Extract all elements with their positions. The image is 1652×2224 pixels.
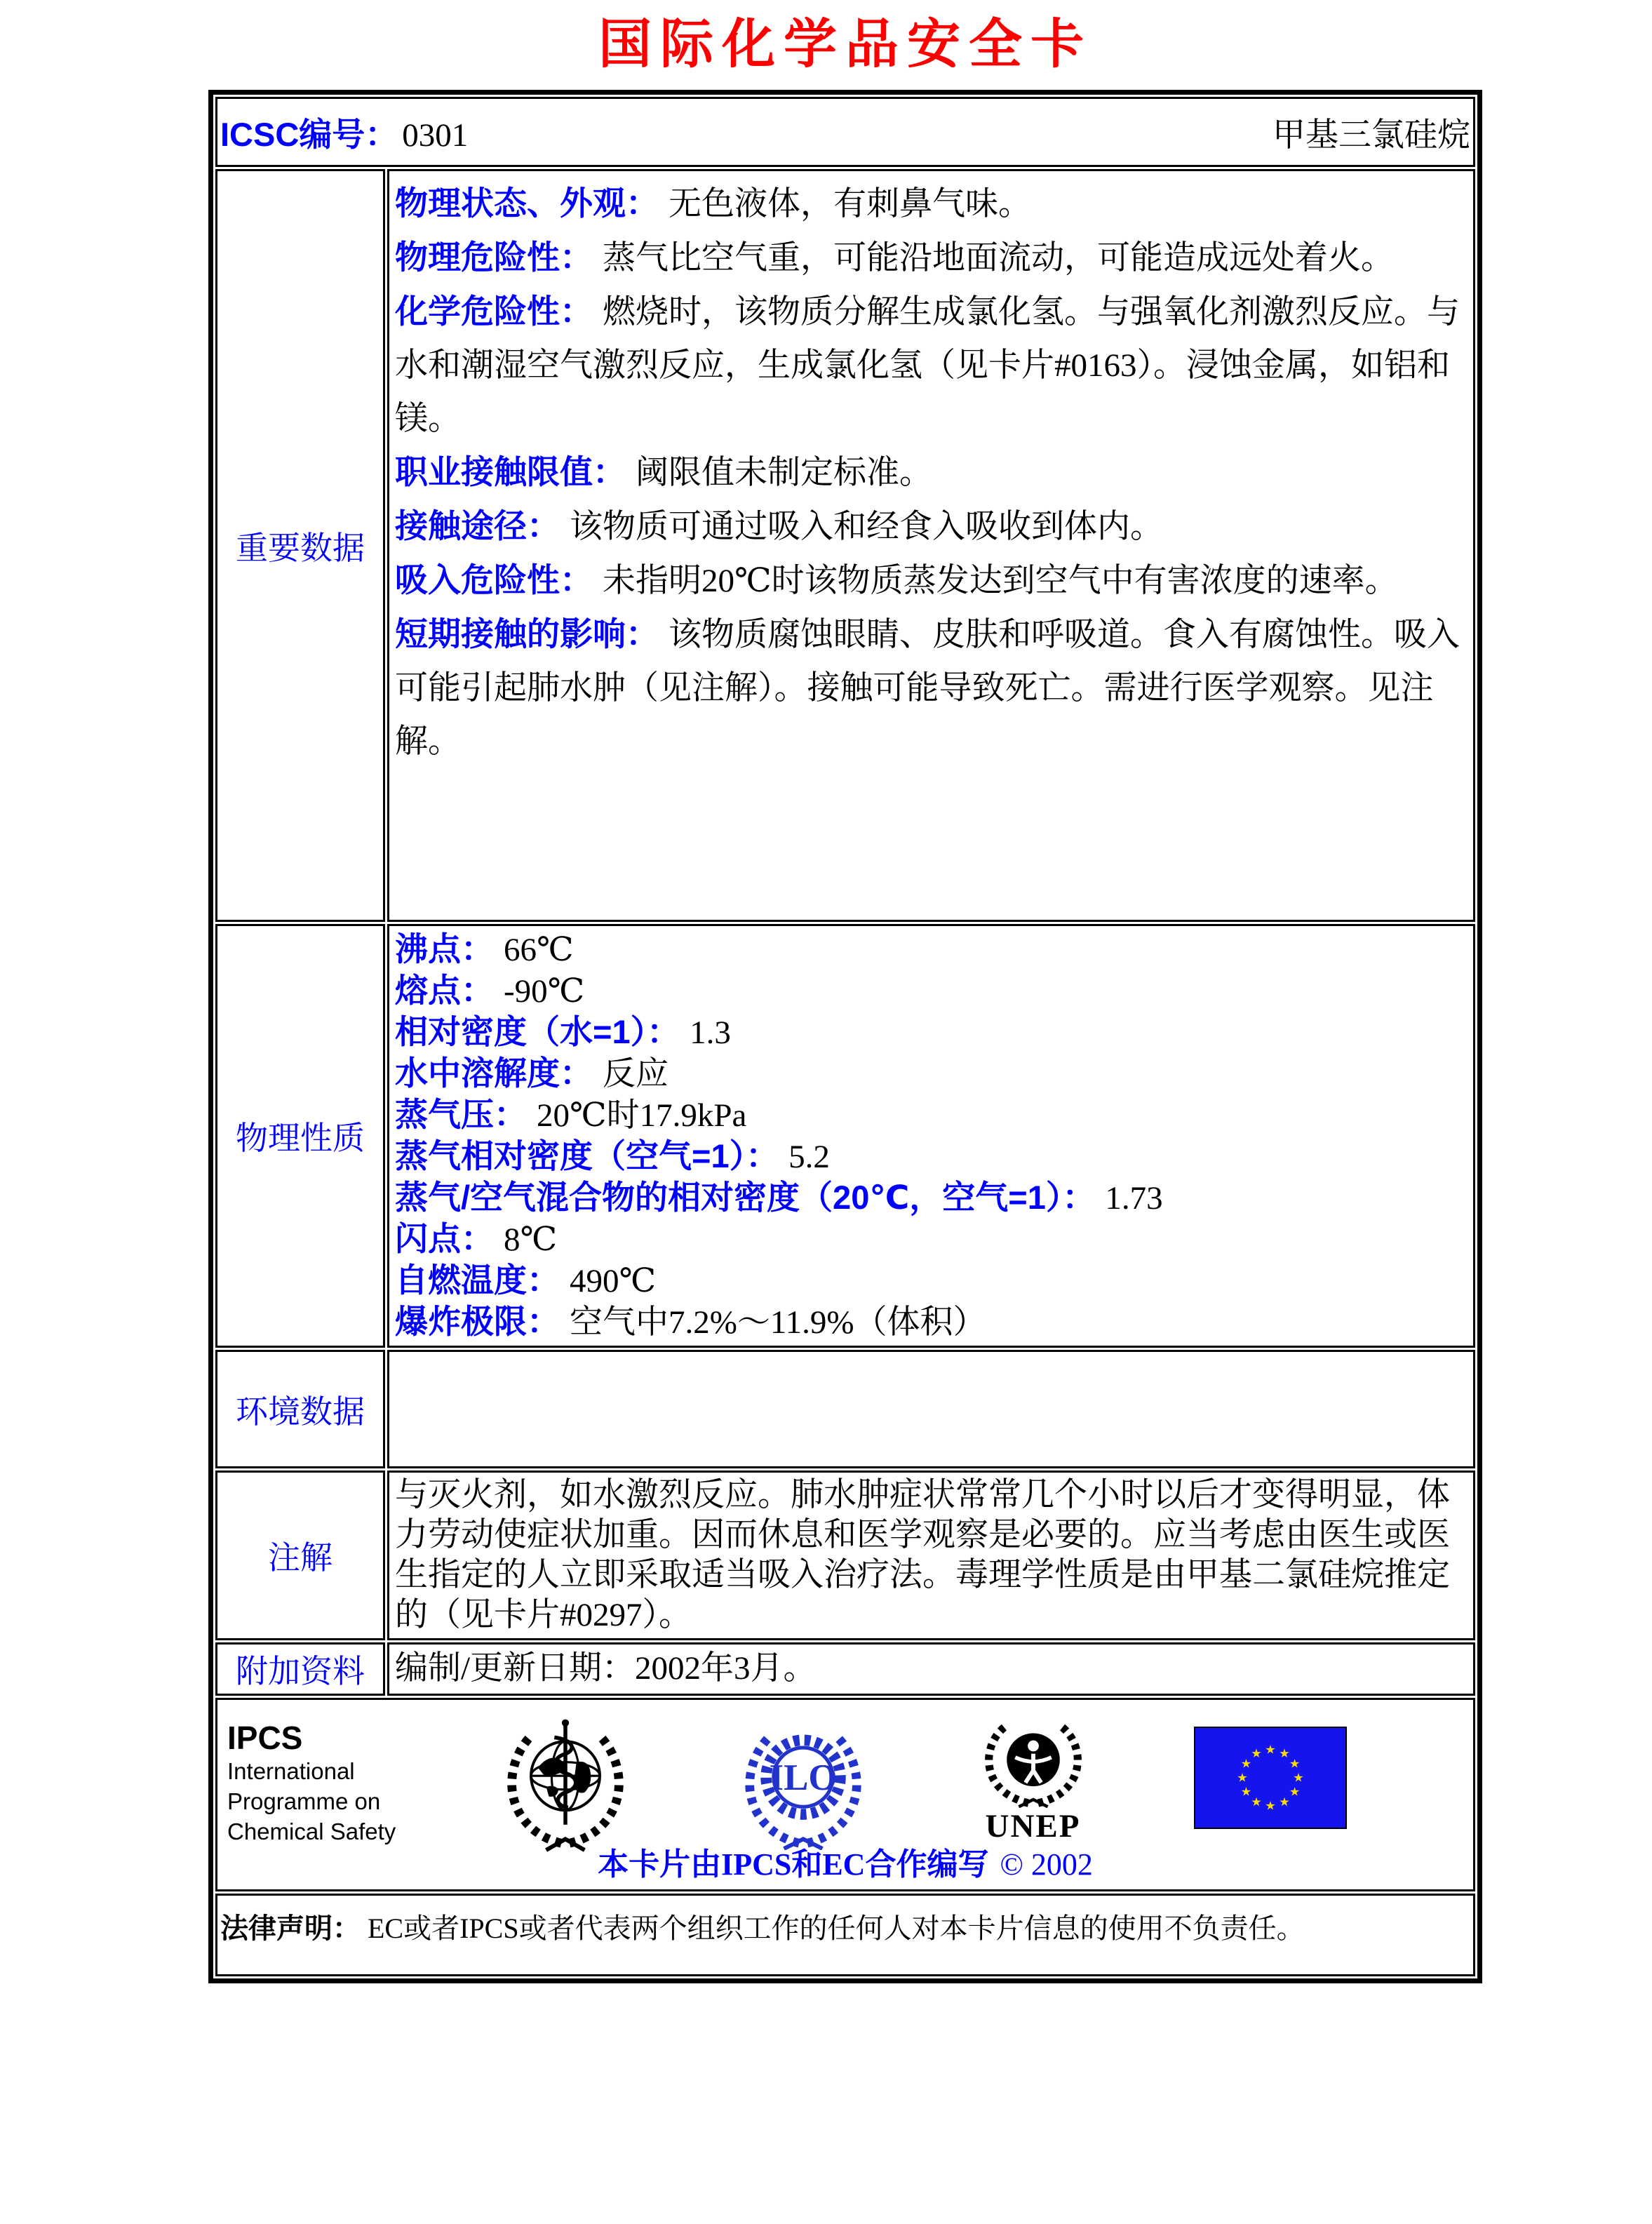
item-text: 蒸气比空气重，可能沿地面流动，可能造成远处着火。 (603, 240, 1394, 276)
data-item (395, 177, 1466, 231)
item-label: 职业接触限值： (395, 453, 626, 490)
property-item (395, 1260, 1466, 1301)
item-text: 燃烧时，该物质分解生成氯化氢。与强氧化剂激烈反应。与水和潮湿空气激烈反应，生成氯化氢（见卡片#0163）。浸蚀金属，如铝和镁。 (395, 294, 1460, 437)
notes-content: 与灭火剂，如水激烈反应。肺水肿症状常常几个小时以后才变得明显，体力劳动使症状加重。因而休息和医学观察是必要的。应当考虑由医生或医生指定的人立即采取适当吸入治疗法。毒理学性质是由甲基二氯硅烷推定的（见卡片#0297）。 (387, 1471, 1475, 1640)
property-value: -90℃ (504, 973, 585, 1010)
property-item (395, 1177, 1466, 1219)
item-text: 未指明20℃时该物质蒸发达到空气中有害浓度的速率。 (603, 563, 1398, 599)
item-label: 短期接触的影响： (395, 615, 659, 652)
property-label: 爆炸极限： (395, 1303, 560, 1340)
ilo-wordmark: ILO (769, 1757, 838, 1798)
ipcs-title: IPCS (227, 1720, 303, 1756)
property-value: 1.73 (1105, 1180, 1163, 1217)
item-label: 物理状态、外观： (395, 185, 659, 222)
property-item (395, 970, 1466, 1012)
logos-strip (217, 1700, 1473, 1858)
property-item (395, 929, 1466, 970)
unep-logo-block (973, 1714, 1094, 1845)
data-item (395, 231, 1466, 285)
property-value: 66℃ (504, 932, 574, 968)
chemical-name: 甲基三氯硅烷 (1272, 116, 1470, 154)
data-item (395, 500, 1466, 554)
legal-row (215, 1894, 1475, 1976)
ipcs-subtitle-line: Chemical Safety (227, 1818, 396, 1844)
physical-properties-content (387, 924, 1475, 1348)
property-value: 空气中7.2%～11.9%（体积） (570, 1304, 986, 1341)
item-label: 化学危险性： (395, 293, 593, 330)
data-item (395, 285, 1466, 446)
page-title: 国际化学品安全卡 (598, 15, 1092, 74)
credit-line (217, 1839, 1473, 1884)
side-label-important-data: 重要数据 (215, 169, 385, 922)
ipcs-subtitle-line: International (227, 1758, 355, 1784)
ipcs-block (227, 1714, 396, 1847)
item-label: 物理危险性： (395, 239, 593, 276)
update-date-line: 编制/更新日期：2002年3月。 (395, 1650, 817, 1687)
item-label: 接触途径： (395, 507, 560, 544)
icsc-card-table (208, 90, 1482, 1983)
who-logo-icon (497, 1714, 634, 1858)
property-label: 水中溶解度： (395, 1054, 593, 1092)
legal-text: EC或者IPCS或者代表两个组织工作的任何人对本卡片信息的使用不负责任。 (368, 1912, 1305, 1944)
item-text: 无色液体，有刺鼻气味。 (669, 186, 1031, 222)
property-item (395, 1219, 1466, 1260)
property-value: 8℃ (504, 1221, 558, 1258)
property-item (395, 1053, 1466, 1094)
icsc-number-group (220, 109, 468, 156)
logos-row (215, 1698, 1475, 1891)
property-label: 蒸气相对密度（空气=1）： (395, 1137, 779, 1174)
property-label: 熔点： (395, 972, 494, 1009)
header-flex (217, 99, 1473, 165)
property-label: 蒸气/空气混合物的相对密度（20℃，空气=1）： (395, 1179, 1096, 1216)
side-label-notes: 注解 (215, 1471, 385, 1640)
property-item (395, 1136, 1466, 1177)
credit-text: 本卡片由IPCS和EC合作编写 (598, 1847, 989, 1882)
data-item (395, 446, 1466, 500)
property-value: 20℃时17.9kPa (537, 1097, 747, 1134)
data-item (395, 608, 1466, 768)
side-label-additional-info: 附加资料 (215, 1642, 385, 1696)
property-item (395, 1012, 1466, 1053)
property-value: 1.3 (690, 1014, 731, 1051)
property-value: 反应 (603, 1056, 669, 1092)
property-label: 自燃温度： (395, 1261, 560, 1299)
additional-info-content (387, 1642, 1475, 1696)
copyright-text: © 2002 (1000, 1847, 1093, 1882)
property-label: 蒸气压： (395, 1096, 527, 1133)
important-data-content (387, 169, 1475, 922)
environmental-data-content (387, 1350, 1475, 1468)
eu-flag-icon (1194, 1727, 1347, 1833)
side-label-environmental-data: 环境数据 (215, 1350, 385, 1468)
property-value: 5.2 (788, 1139, 830, 1175)
property-label: 沸点： (395, 930, 494, 967)
item-label: 吸入危险性： (395, 561, 593, 598)
icsc-number-value: 0301 (402, 116, 469, 154)
property-label: 闪点： (395, 1220, 494, 1257)
card-header-row (215, 97, 1475, 167)
property-item (395, 1094, 1466, 1136)
unep-wordmark: UNEP (985, 1808, 1081, 1844)
data-item (395, 554, 1466, 608)
item-text: 阈限值未制定标准。 (636, 455, 932, 491)
ipcs-subtitle-line: Programme on (227, 1788, 381, 1814)
item-text: 该物质可通过吸入和经食入吸收到体内。 (570, 509, 1163, 545)
side-label-physical-properties: 物理性质 (215, 924, 385, 1348)
property-value: 490℃ (570, 1263, 657, 1299)
icsc-number-label: ICSC编号： (220, 115, 398, 153)
item-text: 该物质腐蚀眼睛、皮肤和呼吸道。食入有腐蚀性。吸入可能引起肺水肿（见注解）。接触可能导致死亡。需进行医学观察。见注解。 (395, 617, 1460, 760)
ilo-logo-icon (734, 1717, 872, 1854)
legal-label: 法律声明： (220, 1913, 361, 1944)
property-item (395, 1301, 1466, 1343)
property-label: 相对密度（水=1）： (395, 1013, 680, 1050)
